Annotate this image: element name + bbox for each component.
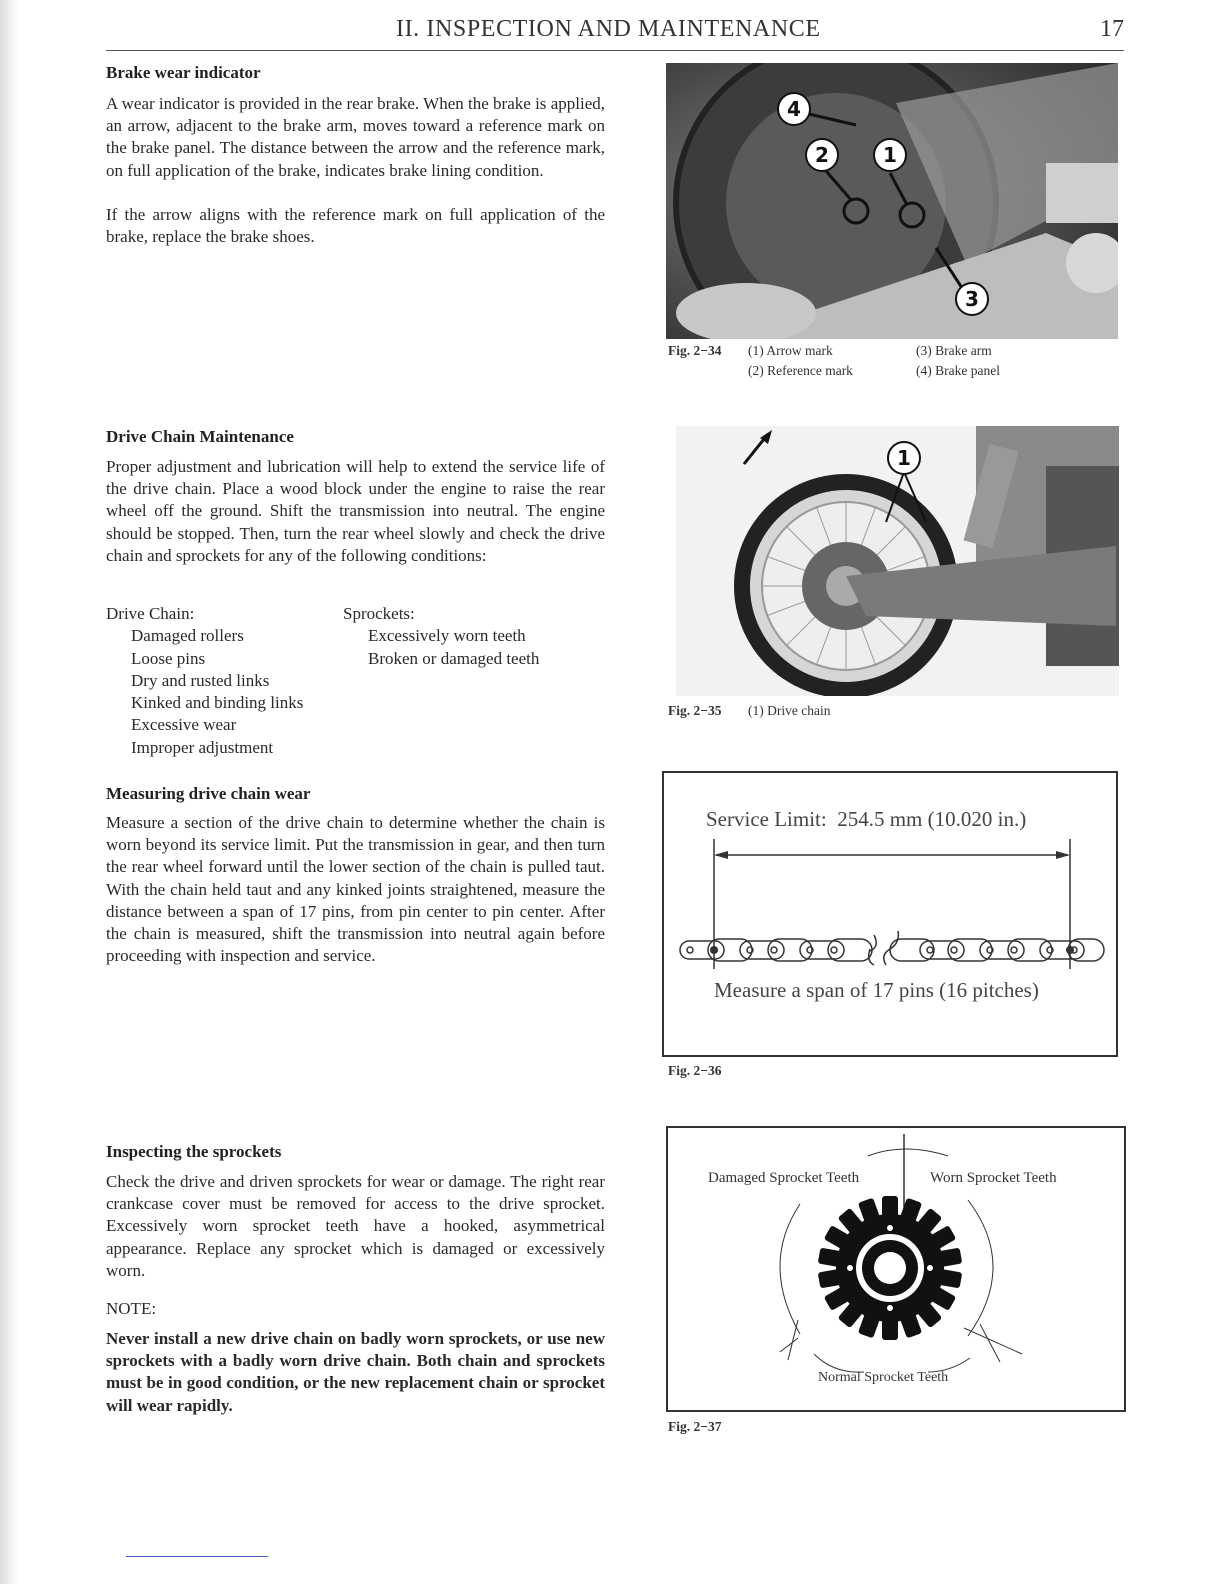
sprocket-icon — [818, 1196, 963, 1340]
measure-span-text: Measure a span of 17 pins (16 pitches) — [714, 978, 1039, 1002]
callout-3: 3 — [965, 287, 979, 311]
fig-2-34-captions-right — [916, 341, 1056, 381]
list-item: Broken or damaged teeth — [368, 648, 540, 668]
brake-wear-replace-paragraph: If the arrow aligns with the reference mark on full application of the brake, replace the brake shoes. — [106, 205, 605, 247]
list-item: Dry and rusted links — [131, 670, 270, 690]
callout-1: 1 — [897, 446, 911, 470]
note-paragraph: Never install a new drive chain on badly worn sprockets, or use new sprockets with a badly worn drive chain. Both chain and sprockets must be in good condition, or the new replacement chain or sprocket will wear rapidly. — [106, 1329, 605, 1415]
fig-2-37-label: Fig. 2−37 — [668, 1419, 722, 1434]
drive-chain-heading: Drive Chain Maintenance — [106, 427, 294, 446]
fig-2-35-photo — [676, 426, 1119, 696]
sprocket-drawing — [668, 1128, 1124, 1410]
list-item: Loose pins — [131, 648, 206, 668]
page-title: II. INSPECTION AND MAINTENANCE — [396, 16, 821, 42]
fig-2-36-diagram — [662, 771, 1118, 1057]
fig-2-37-diagram — [666, 1126, 1126, 1412]
sprockets-heading-text: Inspecting the sprockets — [106, 1142, 282, 1161]
drive-chain-list — [106, 603, 336, 759]
list-item: Improper adjustment — [131, 737, 274, 757]
fig-2-36-label: Fig. 2−36 — [668, 1063, 722, 1078]
callout-2: 2 — [815, 143, 829, 167]
list-item: Damaged rollers — [131, 626, 244, 646]
footer-rule — [126, 1556, 268, 1557]
brake-wear-paragraph: A wear indicator is provided in the rear brake. When the brake is applied, an arrow, adjacent to the brake arm, moves toward a reference mark on the brake panel. The distance between the arrow and the reference mark, on full application of the brake, indicates brake lining condition. — [106, 94, 605, 180]
page-binding-shadow — [0, 0, 20, 1584]
fig-2-35-label: Fig. 2−35 — [668, 703, 722, 718]
sprockets-paragraph: Check the drive and driven sprockets for wear or damage. The right rear crankcase cover must be removed for access to the drive sprocket. Excessively worn sprocket teeth have a hooked, asymmetrical appearance. Replace any sprocket which is damaged or excessively worn. — [106, 1172, 605, 1280]
measuring-heading: Measuring drive chain wear — [106, 784, 311, 803]
drive-chain-paragraph: Proper adjustment and lubrication will help to extend the service life of the drive chain. Place a wood block under the engine to raise the rear wheel off the ground. Shift the transmission into neutral. The engine should be stopped. Then, turn the rear wheel slowly and check the drive chain and sprockets for any of the following conditions: — [106, 457, 605, 565]
fig-2-34-caption-3: (3) Brake arm — [916, 343, 992, 358]
sprockets-heading — [106, 1142, 281, 1162]
service-limit-text: Service Limit: 254.5 mm (10.020 in.) — [706, 807, 1027, 831]
worn-teeth-label: Worn Sprocket Teeth — [930, 1170, 1057, 1186]
list-item: Excessive wear — [131, 715, 237, 735]
note-label: NOTE: — [106, 1299, 157, 1318]
list-item: Excessively worn teeth — [368, 626, 526, 646]
brake-wear-heading: Brake wear indicator — [106, 63, 261, 82]
brake-photo-illustration — [666, 63, 1118, 339]
callout-4: 4 — [787, 97, 801, 121]
drive-chain-list-title: Drive Chain: — [106, 604, 195, 623]
fig-2-34-captions-left — [748, 341, 888, 381]
sprocket-list — [343, 603, 605, 670]
fig-2-35-caption: (1) Drive chain — [748, 703, 831, 718]
list-item: Kinked and binding links — [131, 693, 304, 713]
fig-2-34-label: Fig. 2−34 — [668, 343, 722, 358]
measuring-paragraph: Measure a section of the drive chain to determine whether the chain is worn beyond its service limit. Put the transmission in gear, and then turn the rear wheel forward until the lower section of the chain is pulled taut. With the chain held taut and any kinked joints straightened, measure the distance between a span of 17 pins, from pin center to pin center. After the chain is measured, shift the transmission into neutral again before proceeding with inspection and service. — [106, 813, 605, 966]
fig-2-34-caption-2: (2) Reference mark — [748, 363, 853, 378]
page-number: 17 — [1100, 16, 1124, 42]
sprocket-list-title: Sprockets: — [343, 604, 415, 623]
rear-wheel-photo-illustration — [676, 426, 1119, 696]
page-header — [106, 16, 1124, 51]
fig-2-34-caption-4: (4) Brake panel — [916, 363, 1000, 378]
chain-measure-drawing — [664, 773, 1116, 1055]
fig-2-34-caption-1: (1) Arrow mark — [748, 343, 833, 358]
normal-teeth-label: Normal Sprocket Teeth — [818, 1370, 949, 1385]
damaged-teeth-label: Damaged Sprocket Teeth — [708, 1170, 860, 1186]
fig-2-34-photo — [666, 63, 1118, 339]
callout-1: 1 — [883, 143, 897, 167]
